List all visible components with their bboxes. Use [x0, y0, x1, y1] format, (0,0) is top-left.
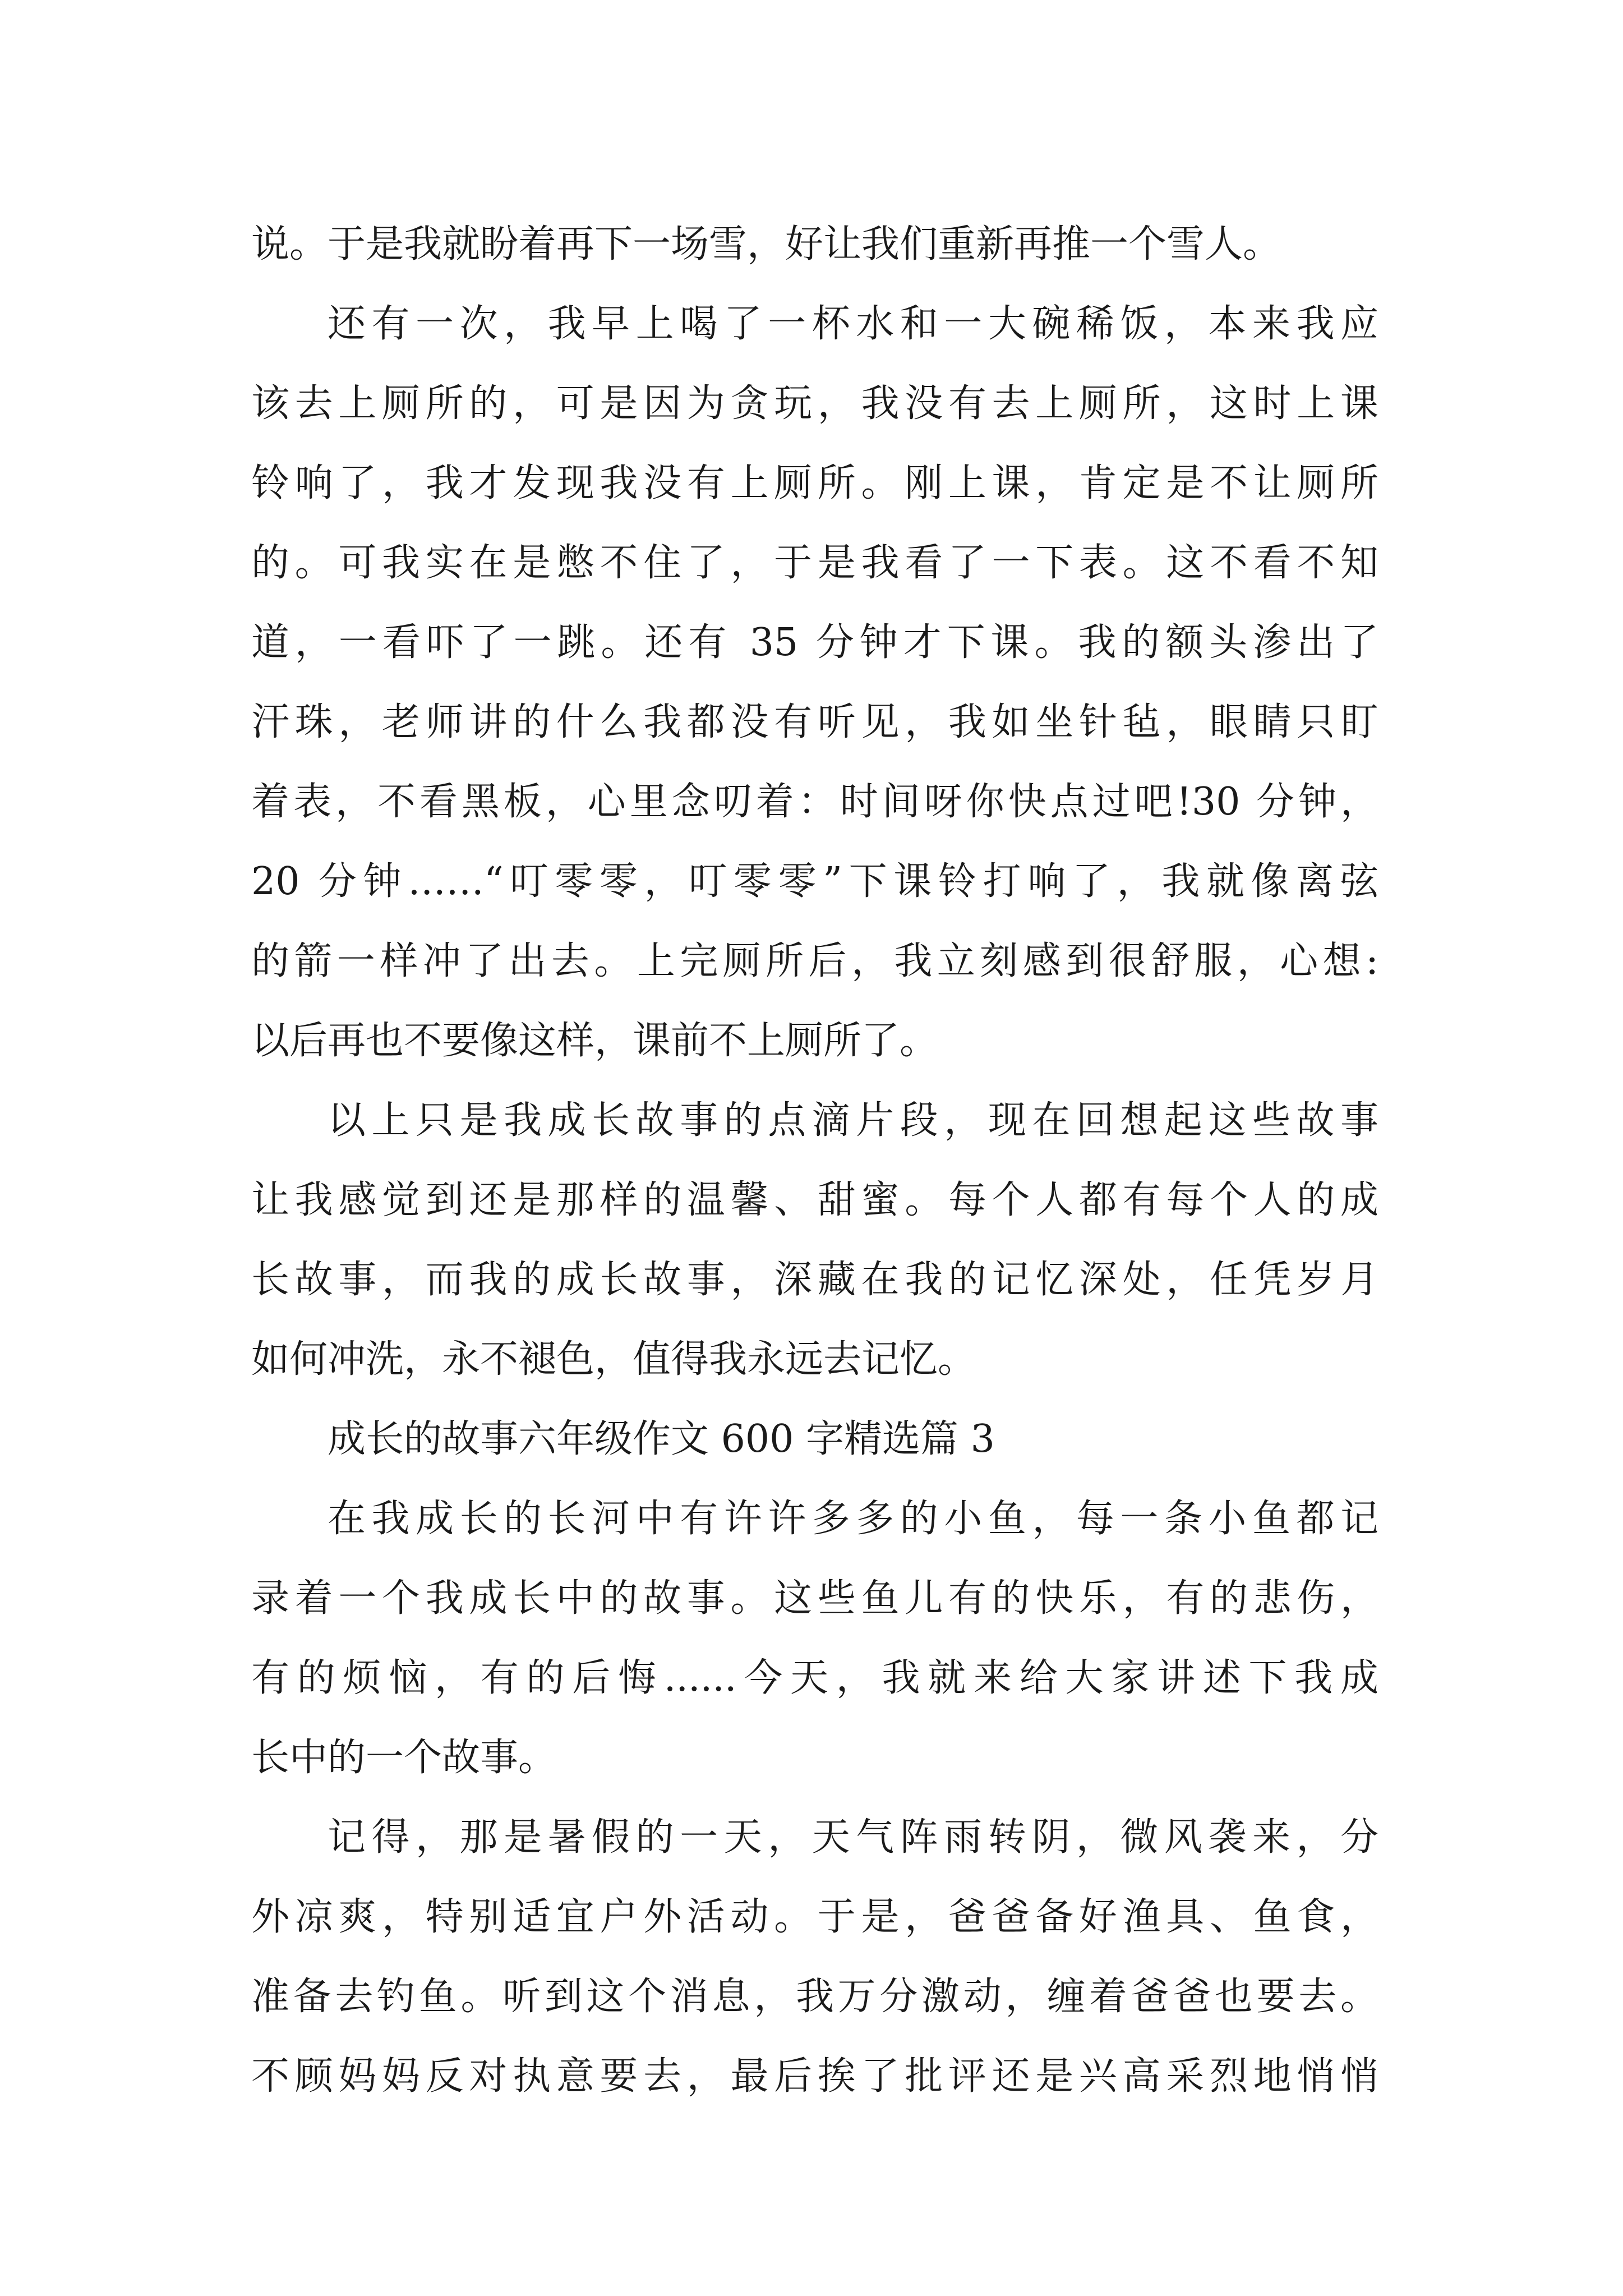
text-line: 有的烦恼，有的后悔......今天，我就来给大家讲述下我成	[251, 1656, 1378, 1700]
text-line: 准备去钓鱼。听到这个消息，我万分激动，缠着爸爸也要去。	[251, 1975, 1378, 2019]
text-line: 汗珠，老师讲的什么我都没有听见，我如坐针毡，眼睛只盯	[251, 700, 1378, 744]
text-line: 的箭一样冲了出去。上完厕所后，我立刻感到很舒服，心想:	[251, 939, 1378, 983]
text-line: 20 分钟……“叮零零，叮零零”下课铃打响了，我就像离弦	[251, 859, 1378, 904]
text-line: 长故事，而我的成长故事，深藏在我的记忆深处，任凭岁月	[251, 1258, 1378, 1302]
section-heading: 成长的故事六年级作文 600 字精选篇 3	[328, 1417, 995, 1461]
text-line: 说。于是我就盼着再下一场雪，好让我们重新再推一个雪人。	[251, 222, 1281, 266]
text-line: 不顾妈妈反对执意要去，最后挨了批评还是兴高采烈地悄悄	[251, 2054, 1378, 2099]
text-line: 以后再也不要像这样，课前不上厕所了。	[251, 1019, 938, 1063]
essay-body	[251, 205, 1378, 2116]
text-line: 着表，不看黑板，心里念叨着：时间呀你快点过吧!30 分钟，	[251, 780, 1378, 824]
text-line: 以上只是我成长故事的点滴片段，现在回想起这些故事	[328, 1098, 1378, 1143]
text-line: 让我感觉到还是那样的温馨、甜蜜。每个人都有每个人的成	[251, 1178, 1378, 1222]
text-line: 记得，那是暑假的一天，天气阵雨转阴，微风袭来，分	[328, 1815, 1378, 1860]
text-line: 如何冲洗，永不褪色，值得我永远去记忆。	[251, 1337, 976, 1382]
text-line: 该去上厕所的，可是因为贪玩，我没有去上厕所，这时上课	[251, 381, 1378, 426]
text-line: 长中的一个故事。	[251, 1736, 557, 1780]
text-line: 道，一看吓了一跳。还有 35 分钟才下课。我的额头渗出了	[251, 620, 1378, 665]
text-line: 铃响了，我才发现我没有上厕所。刚上课，肯定是不让厕所	[251, 461, 1378, 505]
text-line: 外凉爽，特别适宜户外活动。于是，爸爸备好渔具、鱼食，	[251, 1895, 1378, 1939]
text-line: 的。可我实在是憋不住了，于是我看了一下表。这不看不知	[251, 541, 1378, 585]
text-line: 录着一个我成长中的故事。这些鱼儿有的快乐，有的悲伤，	[251, 1576, 1378, 1621]
text-line: 在我成长的长河中有许许多多的小鱼，每一条小鱼都记	[328, 1497, 1378, 1541]
text-line: 还有一次，我早上喝了一杯水和一大碗稀饭，本来我应	[328, 302, 1378, 346]
